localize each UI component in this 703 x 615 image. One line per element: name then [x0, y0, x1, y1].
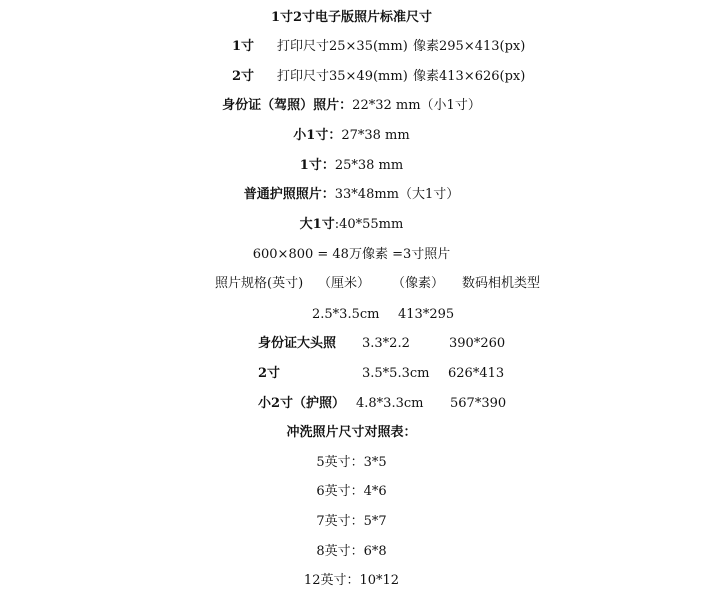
row-px: 567*390 — [450, 396, 507, 411]
idcard-line — [0, 94, 703, 118]
size-row-2inch — [0, 65, 703, 89]
one-inch-value: 25*38 mm — [334, 158, 404, 173]
header-cm: （厘米） — [318, 276, 371, 291]
wash-size: 10*12 — [359, 573, 400, 588]
row-name: 2寸 — [258, 366, 281, 381]
doc-title: 1寸2寸电子版照片标准尺寸 — [270, 10, 433, 25]
row-px: 413*295 — [398, 307, 455, 322]
pixel-note: 600×800 = 48万像素 =3寸照片 — [252, 247, 451, 262]
size-label: 1寸 — [232, 39, 255, 54]
wash-row — [0, 480, 703, 504]
big-1inch-label: 大1寸 — [299, 217, 335, 232]
idcard-value: 22*32 mm（小1寸） — [352, 98, 481, 113]
wash-row — [0, 451, 703, 475]
one-inch-label: 1寸： — [299, 158, 335, 173]
wash-inch: 12英寸： — [303, 573, 360, 588]
row-cm: 3.3*2.2 — [362, 336, 410, 351]
wash-size: 6*8 — [363, 544, 387, 559]
row-px: 390*260 — [449, 336, 506, 351]
wash-title: 冲洗照片尺寸对照表： — [286, 425, 417, 440]
pixel-size: 像素295×413(px) — [413, 39, 526, 54]
big-1inch-value: :40*55mm — [334, 217, 404, 232]
wash-inch: 5英寸： — [316, 455, 364, 470]
pixel-size: 像素413×626(px) — [413, 69, 526, 84]
small-1inch-line — [0, 124, 703, 148]
table-row — [0, 303, 703, 327]
row-px: 626*413 — [448, 366, 505, 381]
row-cm: 4.8*3.3cm — [356, 396, 424, 411]
wash-size: 5*7 — [363, 514, 387, 529]
wash-row — [0, 569, 703, 593]
big-1inch-line — [0, 213, 703, 237]
row-name: 小2寸（护照） — [258, 396, 346, 411]
print-size: 打印尺寸25×35(mm) — [277, 39, 408, 54]
passport-line — [0, 183, 703, 207]
one-inch-line — [0, 154, 703, 178]
wash-inch: 6英寸： — [316, 484, 364, 499]
passport-value: 33*48mm（大1寸） — [334, 187, 460, 202]
idcard-label: 身份证（驾照）照片： — [222, 98, 353, 113]
table-header — [0, 272, 703, 296]
row-name: 身份证大头照 — [258, 336, 337, 351]
table-row — [0, 332, 703, 356]
table-row — [0, 362, 703, 386]
size-row-1inch — [0, 35, 703, 59]
header-camera: 数码相机类型 — [462, 276, 541, 291]
wash-size: 4*6 — [363, 484, 387, 499]
small-1inch-label: 小1寸： — [293, 128, 342, 143]
wash-inch: 8英寸： — [316, 544, 364, 559]
row-cm: 3.5*5.3cm — [362, 366, 430, 381]
wash-inch: 7英寸： — [316, 514, 364, 529]
print-size: 打印尺寸35×49(mm) — [277, 69, 408, 84]
wash-row — [0, 510, 703, 534]
row-cm: 2.5*3.5cm — [312, 307, 380, 322]
passport-label: 普通护照照片： — [243, 187, 335, 202]
header-px: （像素） — [392, 276, 445, 291]
wash-size: 3*5 — [363, 455, 387, 470]
header-spec: 照片规格(英寸) — [215, 276, 304, 291]
small-1inch-value: 27*38 mm — [341, 128, 410, 143]
wash-row — [0, 540, 703, 564]
size-label: 2寸 — [232, 69, 255, 84]
table-row — [0, 392, 703, 416]
